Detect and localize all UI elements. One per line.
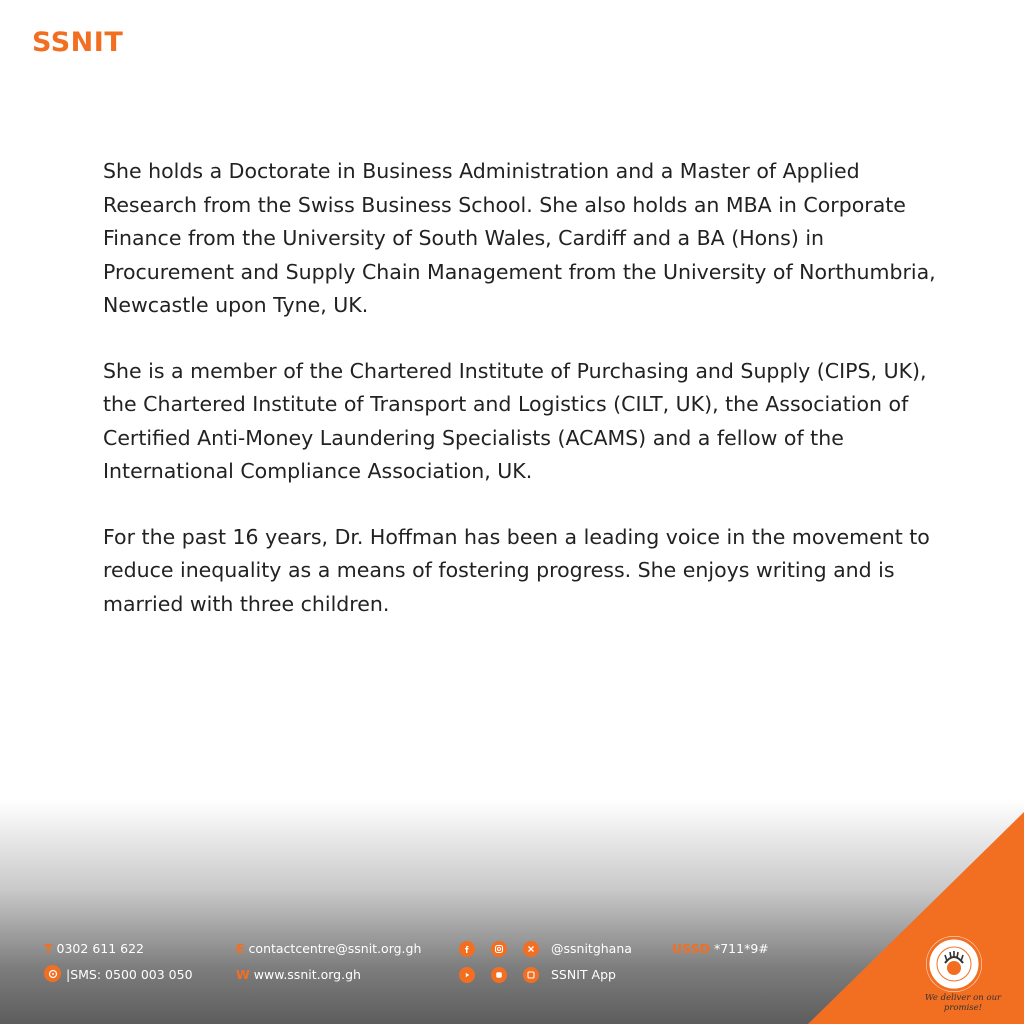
email-line (236, 941, 421, 956)
social-handle[interactable]: @ssnitghana (551, 941, 632, 956)
linkedin-icon[interactable] (523, 967, 539, 983)
facebook-icon[interactable] (459, 941, 475, 957)
x-icon[interactable] (523, 941, 539, 957)
instagram-icon[interactable] (491, 941, 507, 957)
ssnit-app-label[interactable]: SSNIT App (551, 967, 616, 982)
web-line (236, 967, 361, 982)
youtube-icon[interactable] (459, 967, 475, 983)
sms-line: |SMS: 0500 003 050 (66, 967, 193, 982)
whatsapp-icon[interactable] (44, 965, 61, 982)
ussd-code[interactable]: *711*9# (713, 941, 769, 956)
phone-number[interactable]: 0302 611 622 (56, 941, 145, 956)
ussd-line (672, 941, 769, 956)
phone-prefix: T (44, 941, 53, 956)
tiktok-icon[interactable] (491, 967, 507, 983)
phone-line (44, 941, 144, 956)
paragraph-education: She holds a Doctorate in Business Administration and a Master of Applied Research from the Swiss Business School. She also holds an MBA in Corporate Finance from the University of South Wales, Cardiff and a BA (Hons) in Procurement and Supply Chain Management from the University of Northumbria, Newcastle upon Tyne, UK. (103, 159, 936, 317)
web-prefix: W (236, 967, 250, 982)
paragraph-memberships: She is a member of the Chartered Institute of Purchasing and Supply (CIPS, UK), the Chartered Institute of Transport and Logistics (CILT, UK), the Association of Certified Anti-Money Laundering Specialists (ACAMS) and a fellow of the International Compliance Association, UK. (103, 358, 927, 483)
website-link[interactable]: www.ssnit.org.gh (253, 967, 361, 982)
email-prefix: E (236, 941, 245, 956)
paragraph-background: For the past 16 years, Dr. Hoffman has been a leading voice in the movement to reduce inequality as a means of fostering progress. She enjoys writing and is married with three children. (103, 524, 930, 616)
ssnit-seal-emblem (925, 935, 983, 993)
ssnit-logo: SSNIT (32, 27, 124, 58)
biography-text (103, 155, 943, 653)
email-link[interactable]: contactcentre@ssnit.org.gh (248, 941, 422, 956)
ussd-prefix: USSD (672, 941, 710, 956)
tagline: We deliver on our promise! (924, 993, 1002, 1013)
